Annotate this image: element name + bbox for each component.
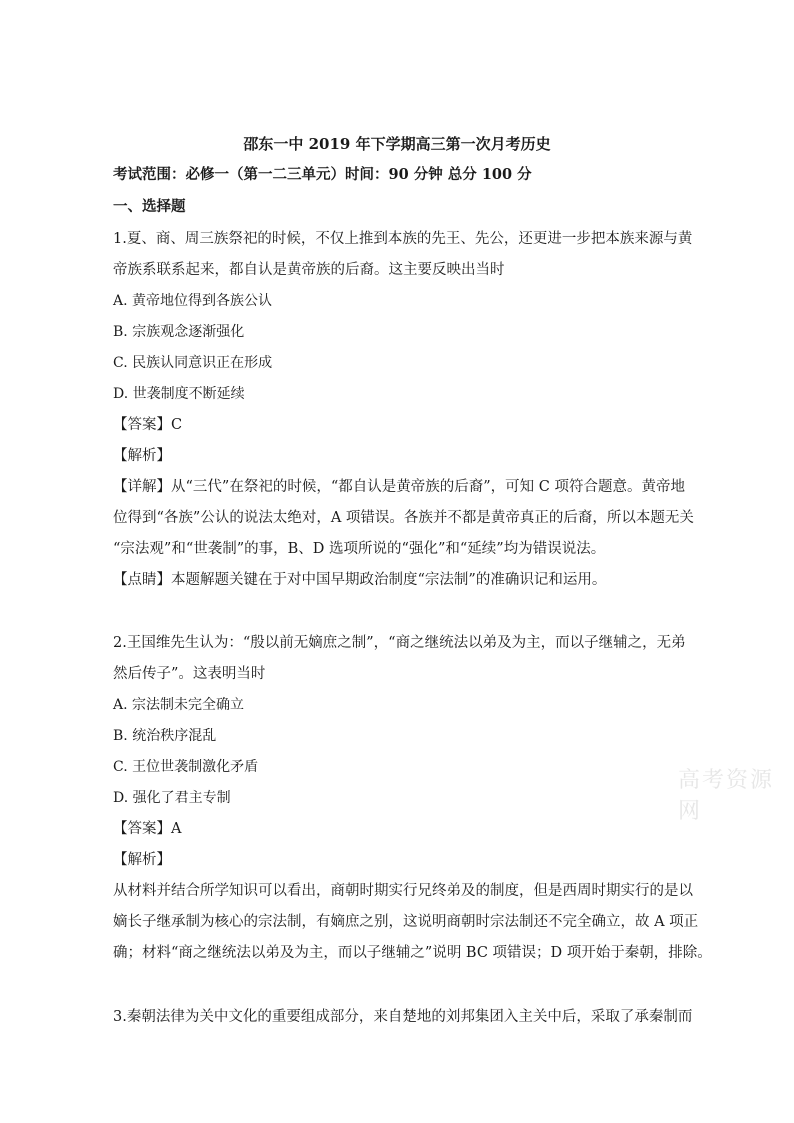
question-1-analysis-line-1: 【详解】从“三代”在祭祀的时候，“都自认是黄帝族的后裔”，可知 C 项符合题意。黄帝地: [113, 479, 685, 495]
question-2-stem-line-1: 2.王国维先生认为：“殷以前无嫡庶之制”，“商之继统法以弟及为主，而以子继辅之，无弟: [113, 635, 686, 651]
question-2-analysis-label: 【解析】: [113, 852, 171, 868]
watermark: 高考资源网: [678, 768, 775, 824]
question-2-answer: 【答案】A: [113, 821, 182, 837]
question-2-option-d: D. 强化了君主专制: [113, 790, 231, 806]
question-3-stem-line-1: 3.秦朝法律为关中文化的重要组成部分，来自楚地的刘邦集团入主关中后，采取了承秦制而: [113, 1009, 693, 1025]
question-2-option-b: B. 统治秩序混乱: [113, 728, 217, 744]
question-2-option-c: C. 王位世袭制激化矛盾: [113, 759, 259, 775]
question-2-stem-line-2: 然后传子”。这表明当时: [113, 666, 266, 682]
question-1-answer: 【答案】C: [113, 417, 183, 433]
question-1-tip: 【点睛】本题解题关键在于对中国早期政治制度“宗法制”的准确识记和运用。: [113, 572, 607, 588]
question-1-analysis-line-3: “宗法观”和“世袭制”的事，B、D 选项所说的“强化”和“延续”均为错误说法。: [113, 541, 606, 557]
question-2-analysis-line-3: 确；材料“商之继统法以弟及为主，而以子继辅之”说明 BC 项错误；D 项开始于秦朝，排除。: [113, 945, 712, 961]
question-1-option-c: C. 民族认同意识正在形成: [113, 355, 273, 371]
question-1-option-b: B. 宗族观念逐渐强化: [113, 324, 245, 340]
exam-info: 考试范围：必修一（第一二三单元）时间：90 分钟 总分 100 分: [113, 166, 532, 183]
question-1-stem-line-1: 1.夏、商、周三族祭祀的时候，不仅上推到本族的先王、先公，还更进一步把本族来源与黄: [113, 231, 693, 247]
section-heading: 一、选择题: [113, 198, 186, 215]
question-1-option-d: D. 世袭制度不断延续: [113, 386, 245, 402]
question-1-option-a: A. 黄帝地位得到各族公认: [113, 293, 273, 309]
question-2-analysis-line-2: 嫡长子继承制为核心的宗法制，有嫡庶之别，这说明商朝时宗法制还不完全确立，故 A 项正: [113, 914, 699, 930]
question-1-stem-line-2: 帝族系联系起来，都自认是黄帝族的后裔。这主要反映出当时: [113, 262, 505, 278]
question-1-analysis-label: 【解析】: [113, 448, 171, 464]
question-1-analysis-line-2: 位得到“各族”公认的说法太绝对，A 项错误。各族并不都是黄帝真正的后裔，所以本题无关: [113, 510, 694, 526]
question-2-option-a: A. 宗法制未完全确立: [113, 697, 245, 713]
page-title: 邵东一中 2019 年下学期高三第一次月考历史: [243, 135, 551, 153]
question-2-analysis-line-1: 从材料并结合所学知识可以看出，商朝时期实行兄终弟及的制度，但是西周时期实行的是以: [113, 883, 693, 899]
